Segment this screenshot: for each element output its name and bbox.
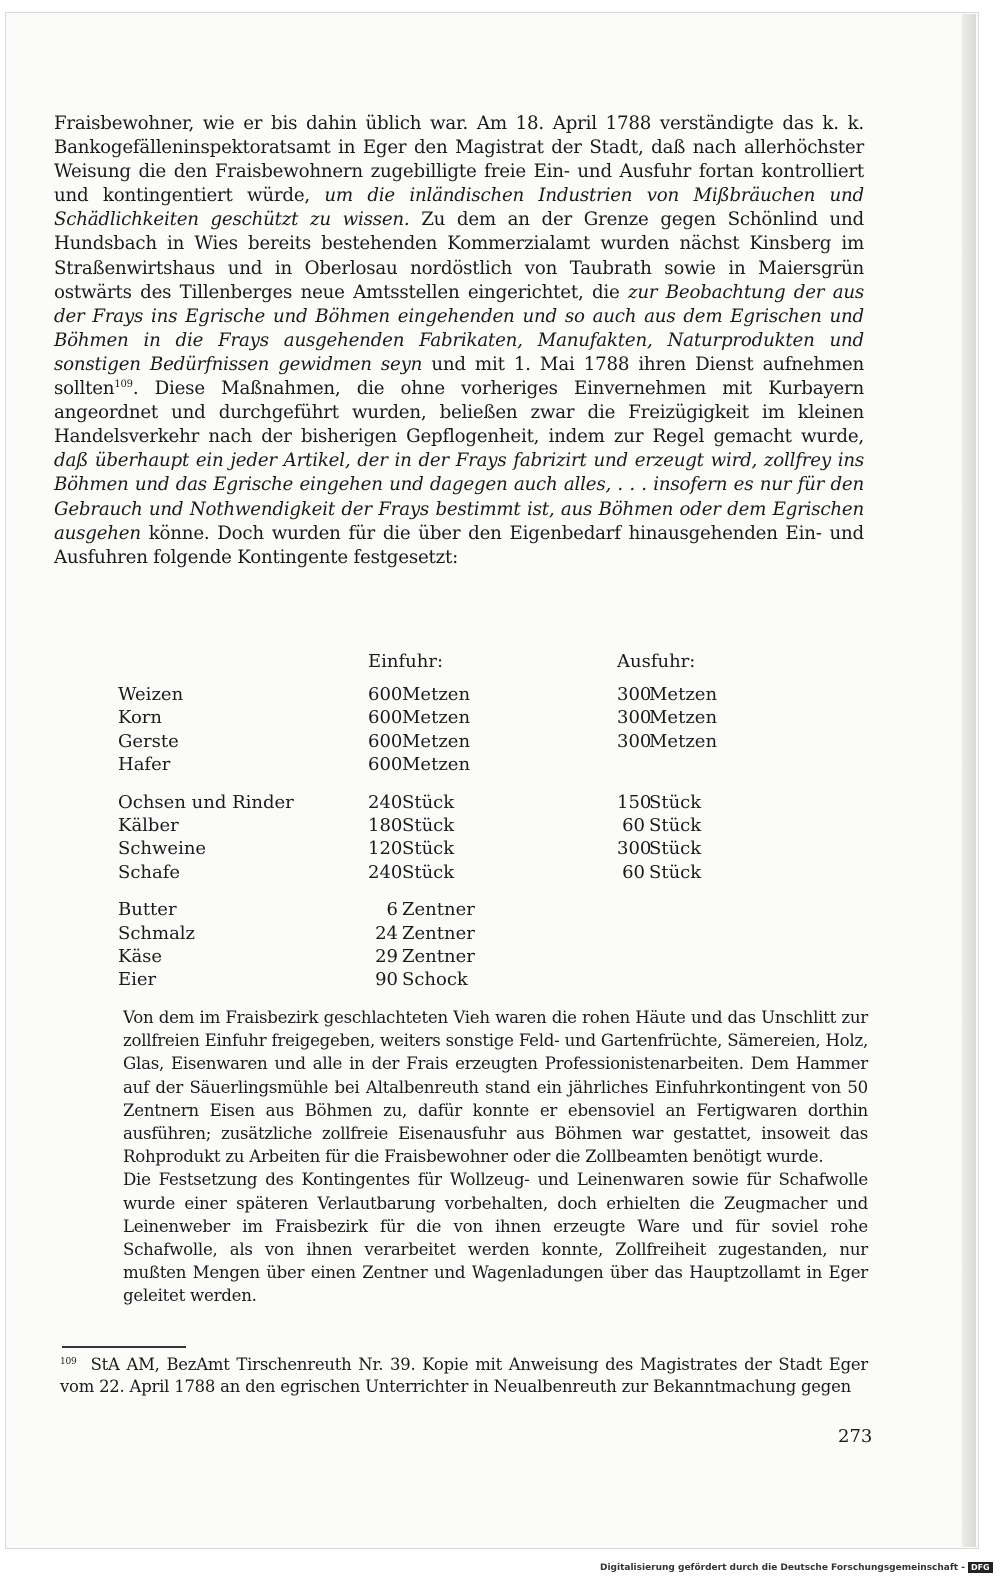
table-row bbox=[118, 814, 738, 837]
digitization-credit bbox=[600, 1562, 992, 1580]
text-segment: Zu dem an der Grenze gegen Schönlind und Hundsbach in Wies bereits bestehenden Kommerzialamt wurden nächst Kinsberg im Straßenwirtshaus und in Oberlosau nordöstlich von Taubrath sowie in Maiersgrün ostwärts des Tillenberges neue Amtsstellen eingerichtet, die bbox=[54, 209, 864, 303]
text-segment: könne. Doch wurden für die über den Eigenbedarf hinausgehenden Ein- und Ausfuhren folgende Kontingente festgesetzt: bbox=[54, 522, 864, 568]
import-quota bbox=[368, 968, 468, 991]
import-amount: 90 bbox=[375, 969, 398, 991]
import-amount: 240 bbox=[368, 791, 403, 813]
import-unit: Metzen bbox=[402, 730, 471, 752]
import-amount: 24 bbox=[375, 922, 398, 944]
commodity-name: Weizen bbox=[118, 684, 184, 705]
table-row bbox=[118, 861, 738, 884]
import-amount: 240 bbox=[368, 861, 403, 883]
table-row bbox=[118, 753, 738, 776]
export-amount: 300 bbox=[617, 684, 652, 705]
export-unit: Stück bbox=[649, 861, 702, 883]
footnote-text: StA AM, BezAmt Tirschenreuth Nr. 39. Kopie mit Anweisung des Magistrates der Stadt Eger vom 22. April 1788 an den egrischen Unterrichter in Neualbenreuth zur Bekanntmachung gegen bbox=[60, 1355, 868, 1396]
export-quota bbox=[617, 861, 702, 884]
export-quota bbox=[617, 791, 702, 814]
footnote bbox=[60, 1354, 868, 1397]
main-paragraph bbox=[54, 112, 864, 570]
import-amount: 29 bbox=[375, 945, 398, 967]
export-quota bbox=[617, 837, 702, 860]
export-quota bbox=[617, 945, 699, 968]
export-amount: 300 bbox=[617, 730, 652, 752]
table-row bbox=[118, 706, 738, 729]
import-quota bbox=[368, 791, 464, 814]
credit-text: Digitalisierung gefördert durch die Deutsche Forschungsgemeinschaft - bbox=[600, 1563, 965, 1573]
commodity-name: Butter bbox=[118, 899, 177, 921]
export-quota bbox=[617, 683, 718, 706]
text-segment: und mit 1. Mai 1788 ihren Dienst aufnehmen sollten bbox=[54, 353, 864, 400]
footnote-number: 109 bbox=[60, 1356, 77, 1367]
export-quota bbox=[617, 922, 699, 945]
import-amount: 180 bbox=[368, 814, 403, 836]
import-amount: 6 bbox=[386, 899, 398, 921]
import-amount: 600 bbox=[368, 754, 403, 776]
commodity-name: Gerste bbox=[118, 730, 179, 752]
import-unit: Metzen bbox=[402, 684, 471, 705]
paragraph: Von dem im Fraisbezirk geschlachteten Vieh waren die rohen Häute und das Unschlitt zur zollfreien Einfuhr freigegeben, weiters sonstige Feld- und Gartenfrüchte, Sämereien, Holz, Glas, Eisenwaren und alle in der Frais erzeugten Professionistenarbeiten. Dem Hammer auf der Säuerlingsmühle bei Altalbenreuth stand ein jährliches Einfuhrkontingent von 50 Zentnern Eisen aus Böhmen zu, dafür konnte er ebensoviel an Fertigwaren dorthin ausführen; zusätzliche zollfreie Eisenausfuhr aus Böhmen war gestattet, insoweit das Rohprodukt zu Arbeiten für die Fraisbewohner oder die Zollbeamten benötigt wurde. bbox=[123, 1008, 868, 1167]
export-unit: Metzen bbox=[649, 730, 718, 752]
table-row bbox=[118, 837, 738, 860]
italic-quote: daß überhaupt ein jeder Artikel, der in der Frays fabrizirt und erzeugt wird, zollfrey ins Böhmen und das Egrische eingehen und dagegen auch alles, . . . insofern es nur für den Gebrauch und Nothwendigkeit der Frays bestimmt ist, aus Böhmen oder dem Egrischen ausgehen bbox=[54, 450, 864, 544]
commodity-name: Ochsen und Rinder bbox=[118, 791, 294, 813]
table-header bbox=[118, 650, 738, 683]
export-amount: 60 bbox=[622, 814, 645, 836]
export-unit: Stück bbox=[649, 838, 702, 860]
import-amount: 600 bbox=[368, 707, 403, 729]
import-unit: Schock bbox=[402, 969, 468, 991]
footnote-divider bbox=[62, 1346, 186, 1348]
table-group bbox=[118, 683, 738, 777]
header-einfuhr: Einfuhr: bbox=[368, 651, 444, 672]
commodity-name: Kälber bbox=[118, 814, 179, 836]
export-quota bbox=[617, 814, 702, 837]
import-unit: Stück bbox=[402, 861, 455, 883]
table-row bbox=[118, 791, 738, 814]
export-unit: Metzen bbox=[649, 707, 718, 729]
text-segment: . Diese Maßnahmen, die ohne vorheriges Einvernehmen mit Kurbayern angeordnet und durchgeführt wurden, beließen zwar die Freizügigkeit im kleinen Handelsverkehr nach der bisherigen Gepflogenheit, indem zur Regel gemacht wurde, bbox=[54, 378, 864, 448]
page-edge-shadow bbox=[962, 14, 976, 1547]
table-row bbox=[118, 945, 738, 968]
table-row bbox=[118, 898, 738, 921]
import-quota bbox=[368, 898, 475, 921]
import-unit: Stück bbox=[402, 838, 455, 860]
table-row bbox=[118, 968, 738, 991]
import-quota bbox=[368, 730, 471, 753]
table-group bbox=[118, 898, 738, 992]
import-quota bbox=[368, 706, 471, 729]
import-quota bbox=[368, 753, 471, 776]
commodity-name: Korn bbox=[118, 707, 162, 729]
commodity-name: Schafe bbox=[118, 861, 181, 883]
table-row bbox=[118, 730, 738, 753]
text-segment: Fraisbewohner, wie er bis dahin üblich war. Am 18. April 1788 verständigte das k. k. Bankogefälleninspektoratsamt in Eger den Magistrat der Stadt, daß nach allerhöchster Weisung die den Fraisbewohnern zugebilligte freie Ein- und Ausfuhr fortan kontrolliert und kontingentiert würde, bbox=[54, 113, 864, 207]
export-unit: Stück bbox=[649, 791, 702, 813]
paragraph: Die Festsetzung des Kontingentes für Wollzeug- und Leinenwaren sowie für Schafwolle wurde einer späteren Verlautbarung vorbehalten, doch erhielten die Zeugmacher und Leinenweber im Fraisbezirk für die von ihnen erzeugte Ware und für soviel rohe Schafwolle, als von ihnen verarbeitet werden konnte, Zollfreiheit zugestanden, nur mußten Mengen über einen Zentner und Wagenladungen über das Hauptzollamt in Eger geleitet werden. bbox=[123, 1170, 868, 1306]
table-group bbox=[118, 791, 738, 885]
import-amount: 600 bbox=[368, 684, 403, 705]
commodity-name: Schweine bbox=[118, 838, 207, 860]
table-row bbox=[118, 683, 738, 706]
export-quota bbox=[617, 706, 718, 729]
export-quota bbox=[617, 898, 699, 921]
import-quota bbox=[368, 922, 475, 945]
import-unit: Zentner bbox=[402, 945, 475, 967]
import-unit: Zentner bbox=[402, 922, 475, 944]
import-unit: Zentner bbox=[402, 899, 475, 921]
page-number: 273 bbox=[838, 1426, 873, 1447]
import-unit: Metzen bbox=[402, 754, 471, 776]
export-amount: 150 bbox=[617, 791, 652, 813]
commodity-name: Hafer bbox=[118, 754, 171, 776]
italic-quote: zur Beobachtung der aus der Frays ins Egrische und Böhmen eingehenden und so auch aus dem Egrischen und Böhmen in die Frays ausgehenden Fabrikaten, Manufakten, Naturprodukten und sonstigen Bedürfnissen gewidmen seyn bbox=[54, 281, 864, 375]
export-amount: 300 bbox=[617, 838, 652, 860]
table-body bbox=[118, 683, 738, 992]
import-quota bbox=[368, 837, 464, 860]
commodity-name: Schmalz bbox=[118, 922, 196, 944]
export-quota bbox=[617, 753, 699, 776]
export-amount: 60 bbox=[622, 861, 645, 883]
dfg-logo: DFG bbox=[968, 1562, 993, 1573]
import-amount: 600 bbox=[368, 730, 403, 752]
import-quota bbox=[368, 861, 464, 884]
import-unit: Metzen bbox=[402, 707, 471, 729]
header-ausfuhr: Ausfuhr: bbox=[617, 651, 696, 672]
export-quota bbox=[617, 968, 699, 991]
italic-quote: um die inländischen Industrien von Mißbräuchen und Schädlichkeiten geschützt zu wissen. bbox=[54, 185, 864, 231]
import-unit: Stück bbox=[402, 791, 455, 813]
commodity-name: Eier bbox=[118, 969, 157, 991]
import-amount: 120 bbox=[368, 838, 403, 860]
lower-paragraphs bbox=[123, 1006, 868, 1308]
export-amount: 300 bbox=[617, 707, 652, 729]
import-quota bbox=[368, 945, 475, 968]
import-quota bbox=[368, 814, 464, 837]
table-row bbox=[118, 922, 738, 945]
export-unit: Stück bbox=[649, 814, 702, 836]
commodity-name: Käse bbox=[118, 945, 163, 967]
export-quota bbox=[617, 730, 718, 753]
import-unit: Stück bbox=[402, 814, 455, 836]
export-unit: Metzen bbox=[649, 684, 718, 705]
footnote-reference[interactable]: 109 bbox=[114, 378, 133, 390]
quota-table bbox=[118, 650, 738, 1006]
import-quota bbox=[368, 683, 471, 706]
